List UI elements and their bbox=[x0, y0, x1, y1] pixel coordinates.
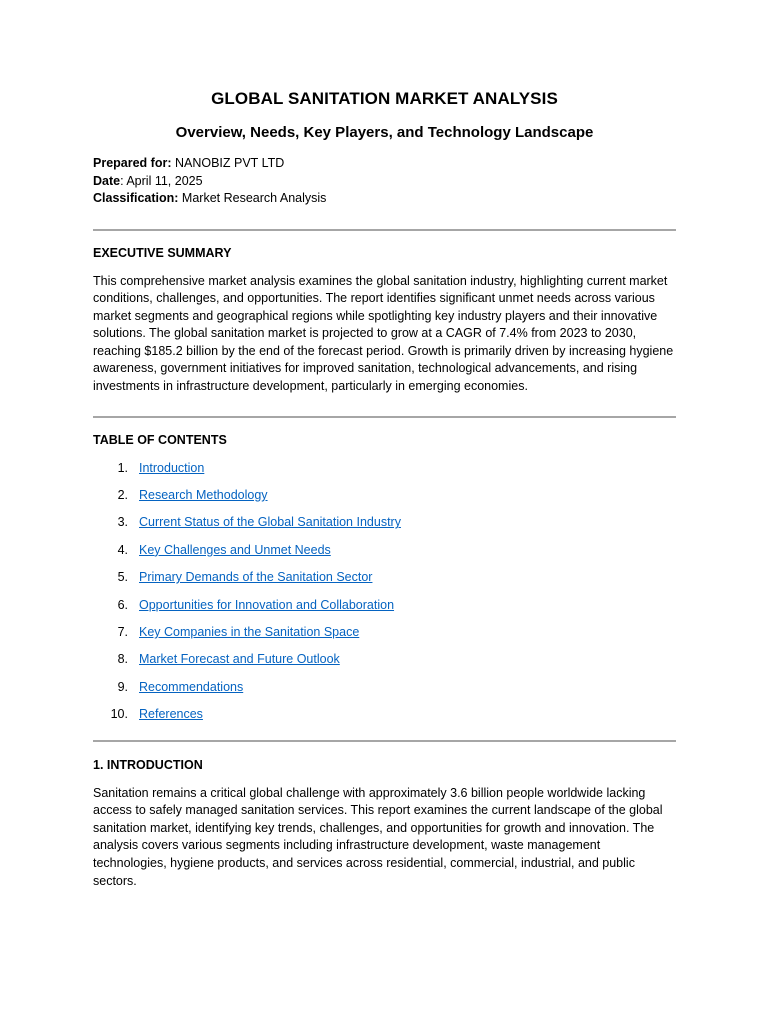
toc-item-number: 5. bbox=[117, 570, 128, 585]
toc-link-opportunities[interactable]: Opportunities for Innovation and Collaboration bbox=[139, 597, 395, 612]
toc-item-current-status bbox=[93, 514, 676, 541]
introduction-text: Sanitation remains a critical global challenge with approximately 3.6 billion people worldwide lacking access to safely managed sanitation services. This report examines the current landscape of the global sanitation market, identifying key trends, challenges, and opportunities for growth and innovation. The analysis covers various segments including infrastructure development, waste management technologies, hygiene products, and services across residential, commercial, industrial, and public sectors. bbox=[93, 785, 663, 888]
toc-link-current-status[interactable]: Current Status of the Global Sanitation Industry bbox=[139, 515, 401, 530]
toc-item-research-methodology bbox=[93, 487, 676, 514]
toc-item-number: 2. bbox=[117, 488, 128, 503]
toc-link-primary-demands[interactable]: Primary Demands of the Sanitation Sector bbox=[139, 570, 373, 585]
toc-item-number: 3. bbox=[117, 515, 128, 530]
meta-date-value: : April 11, 2025 bbox=[120, 173, 203, 188]
section-divider bbox=[93, 416, 676, 418]
meta-classification-label: Classification: bbox=[93, 191, 179, 205]
toc-item-key-challenges bbox=[93, 542, 676, 569]
toc-item-recommendations bbox=[93, 679, 676, 706]
executive-summary-text: This comprehensive market analysis examines the global sanitation industry, highlighting current market conditions, challenges, and opportunities. The report identifies significant unmet needs across various market segments and geographical regions while spotlighting key industry players and their innovative solutions. The global sanitation market is projected to grow at a CAGR of 7.4% from 2023 to 2030, reaching $185.2 billion by the end of the forecast period. Growth is primarily driven by increasing hygiene awareness, government initiatives for improved sanitation, technological advancements, and rising investments in infrastructure development, particularly in emerging economies. bbox=[93, 273, 674, 394]
document-content bbox=[93, 0, 676, 890]
toc-item-key-companies bbox=[93, 624, 676, 651]
toc-link-references[interactable]: References bbox=[139, 707, 203, 722]
toc-item-number: 8. bbox=[117, 652, 128, 667]
toc-list bbox=[93, 460, 676, 734]
toc-link-key-companies[interactable]: Key Companies in the Sanitation Space bbox=[139, 625, 360, 639]
toc-item-opportunities bbox=[93, 597, 676, 624]
section-divider bbox=[93, 740, 676, 742]
toc-item-number: 4. bbox=[117, 542, 128, 557]
executive-summary-heading: EXECUTIVE SUMMARY bbox=[93, 245, 232, 260]
toc-item-introduction bbox=[93, 460, 676, 487]
meta-date bbox=[93, 173, 676, 191]
toc-item-number: 7. bbox=[117, 625, 128, 639]
toc-item-market-forecast bbox=[93, 651, 676, 678]
meta-prepared-for-value: NANOBIZ PVT LTD bbox=[171, 156, 285, 170]
meta-classification-value: Market Research Analysis bbox=[178, 191, 327, 205]
meta-classification bbox=[93, 190, 676, 208]
document-meta bbox=[93, 155, 676, 208]
toc-link-introduction[interactable]: Introduction bbox=[139, 460, 205, 475]
meta-prepared-for-label: Prepared for: bbox=[93, 156, 172, 170]
toc-link-recommendations[interactable]: Recommendations bbox=[139, 679, 244, 694]
meta-date-label: Date bbox=[93, 173, 121, 188]
toc-item-primary-demands bbox=[93, 569, 676, 596]
toc-link-key-challenges[interactable]: Key Challenges and Unmet Needs bbox=[139, 542, 331, 557]
introduction-heading: 1. INTRODUCTION bbox=[93, 757, 203, 772]
toc-item-number: 6. bbox=[117, 597, 128, 612]
toc-item-number: 9. bbox=[117, 679, 128, 694]
toc-link-research-methodology[interactable]: Research Methodology bbox=[139, 488, 268, 503]
document-title: GLOBAL SANITATION MARKET ANALYSIS bbox=[211, 89, 558, 108]
meta-prepared-for bbox=[93, 155, 676, 173]
document-subtitle: Overview, Needs, Key Players, and Technology Landscape bbox=[175, 124, 594, 141]
toc-item-number: 10. bbox=[110, 707, 128, 722]
toc-heading: TABLE OF CONTENTS bbox=[93, 432, 227, 447]
section-divider bbox=[93, 229, 676, 231]
toc-item-references bbox=[93, 706, 676, 733]
toc-item-number: 1. bbox=[117, 460, 128, 475]
toc-link-market-forecast[interactable]: Market Forecast and Future Outlook bbox=[139, 652, 340, 667]
